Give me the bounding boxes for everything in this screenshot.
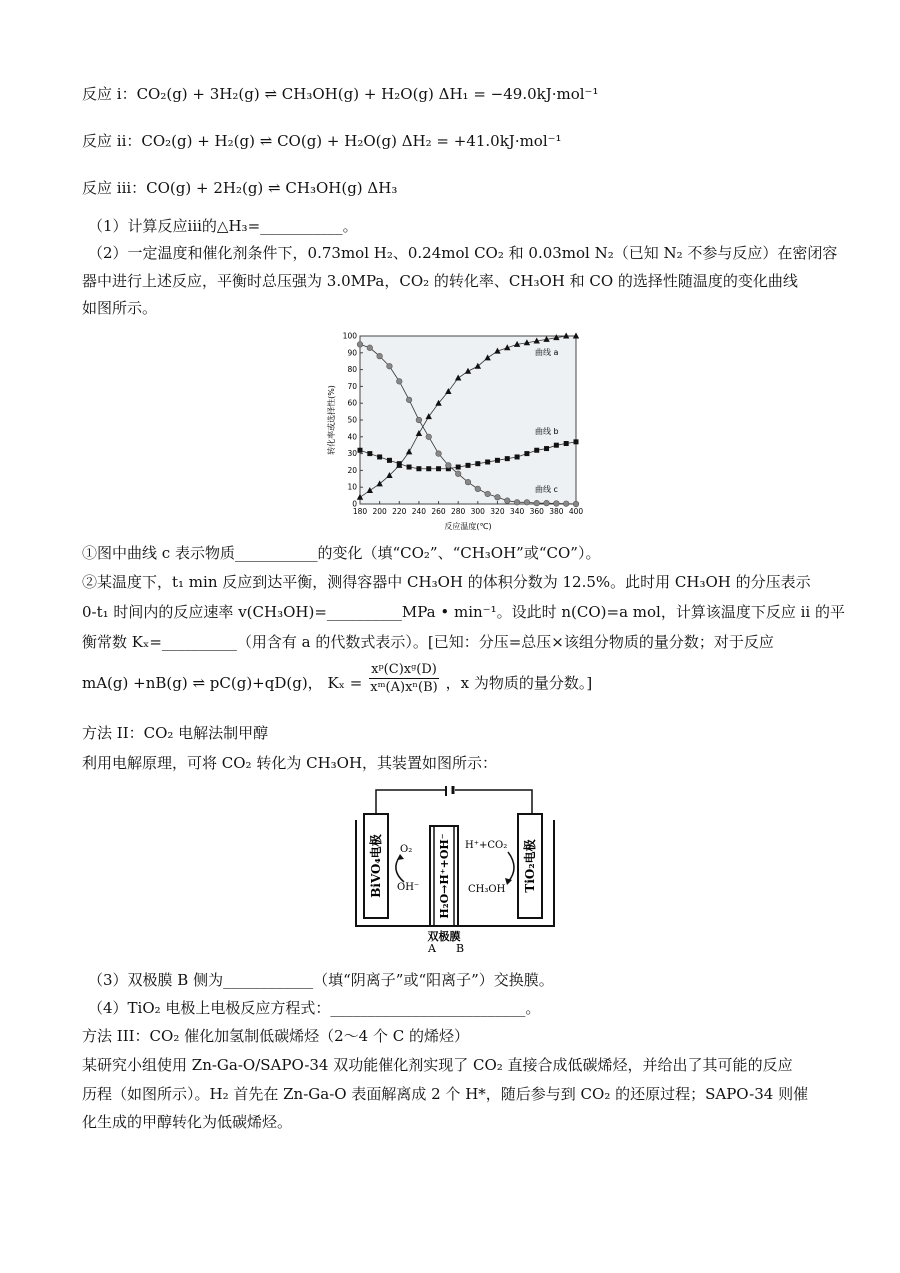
o2-label: O₂: [400, 844, 413, 855]
q2-sub-2-line-3: 衡常数 Kₓ=__________（用含有 a 的代数式表示）。[已知：分压=总压×该组分物质的量分数；对于反应: [82, 633, 774, 651]
oh-label: OH⁻: [397, 882, 420, 893]
data-point-c: [485, 491, 491, 497]
kx-numerator: xᵖ(C)xᵍ(D): [371, 662, 437, 677]
data-point-b: [358, 448, 363, 453]
method-3-para-line-2: 历程（如图所示）。H₂ 首先在 Zn-Ga-O 表面解离成 2 个 H*，随后参与到 CO₂ 的还原过程；SAPO-34 则催: [82, 1085, 809, 1103]
question-4: （4）TiO₂ 电极上电极反应方程式：__________________________。: [88, 999, 541, 1017]
data-point-b: [466, 463, 471, 468]
data-point-c: [426, 434, 432, 440]
data-point-b: [377, 454, 382, 459]
data-point-c: [436, 451, 442, 457]
y-tick-label: 40: [347, 432, 357, 442]
method-2-title: 方法 II：CO₂ 电解法制甲醇: [82, 724, 269, 742]
q2-sub-2-line-1: ②某温度下，t₁ min 反应到达平衡，测得容器中 CH₃OH 的体积分数为 12.5%。此时用 CH₃OH 的分压表示: [82, 573, 811, 591]
method-2-description: 利用电解原理，可将 CO₂ 转化为 CH₃OH，其装置如图所示：: [82, 754, 498, 772]
y-tick-label: 70: [347, 381, 357, 391]
x-tick-label: 300: [470, 507, 485, 516]
data-point-c: [495, 494, 501, 500]
data-point-c: [377, 353, 383, 359]
kx-denominator: xᵐ(A)xⁿ(B): [370, 680, 438, 695]
legend-curve-c: 曲线 c: [535, 485, 558, 494]
data-point-b: [524, 451, 529, 456]
x-tick-label: 200: [372, 507, 387, 516]
x-tick-label: 180: [352, 507, 368, 516]
x-tick-label: 380: [549, 507, 564, 516]
x-tick-label: 280: [451, 507, 466, 516]
y-tick-label: 20: [347, 465, 357, 475]
data-point-b: [436, 466, 441, 471]
data-point-c: [446, 463, 452, 469]
data-point-c: [554, 501, 560, 507]
data-point-b: [397, 461, 402, 466]
data-point-c: [475, 486, 481, 492]
method-3-para-line-1: 某研究小组使用 Zn-Ga-O/SAPO-34 双功能催化剂实现了 CO₂ 直接合成低碳烯烃，并给出了其可能的反应: [82, 1056, 793, 1074]
data-point-c: [465, 479, 471, 485]
data-point-c: [357, 342, 363, 348]
kx-formula-line: [82, 662, 592, 704]
data-point-b: [426, 466, 431, 471]
x-tick-label: 400: [568, 507, 584, 516]
ch3oh-label: CH₃OH: [468, 884, 506, 895]
y-tick-label: 10: [347, 482, 357, 492]
data-point-c: [514, 500, 520, 506]
data-point-b: [544, 446, 549, 451]
data-point-b: [534, 448, 539, 453]
data-point-c: [524, 500, 530, 506]
x-tick-label: 360: [529, 507, 544, 516]
data-point-b: [475, 461, 480, 466]
question-2-line-3: 如图所示。: [82, 299, 158, 317]
data-point-b: [564, 441, 569, 446]
q2-sub-1: ①图中曲线 c 表示物质___________的变化（填“CO₂”、“CH₃OH”或“CO”）。: [82, 544, 601, 562]
electrolysis-diagram: [350, 786, 560, 956]
kx-formula-left: mA(g) +nB(g) ⇌ pC(g)+qD(g)， Kₓ =: [82, 674, 363, 692]
x-tick-label: 220: [392, 507, 407, 516]
data-point-b: [456, 465, 461, 470]
data-point-b: [367, 451, 372, 456]
question-3: （3）双极膜 B 侧为____________（填“阴离子”或“阳离子”）交换膜。: [88, 971, 554, 989]
data-point-b: [387, 458, 392, 463]
legend-curve-a: 曲线 a: [535, 348, 559, 357]
y-tick-label: 0: [352, 499, 357, 509]
data-point-c: [416, 417, 422, 423]
y-axis-label: 转化率或选择性(%): [327, 385, 336, 455]
data-point-c: [534, 500, 540, 506]
y-tick-label: 90: [347, 348, 357, 358]
x-tick-label: 260: [431, 507, 446, 516]
data-point-c: [387, 363, 393, 369]
right-reaction-arrow: [508, 852, 514, 882]
plot-area: [360, 336, 576, 504]
data-point-c: [573, 501, 579, 507]
side-a-label: A: [428, 942, 436, 955]
kx-fraction: [369, 662, 439, 697]
bivo4-electrode-label: BiVO₄电极: [369, 834, 383, 898]
reaction-2: 反应 ii：CO₂(g) + H₂(g) ⇌ CO(g) + H₂O(g) ΔH₂ = +41.0kJ·mol⁻¹: [82, 132, 562, 150]
data-point-c: [563, 501, 569, 507]
kx-formula-right: ，x 为物质的量分数。]: [445, 674, 593, 692]
y-tick-label: 80: [347, 365, 357, 375]
membrane-label: 双极膜: [427, 930, 461, 943]
y-tick-label: 50: [347, 415, 357, 425]
data-point-c: [406, 397, 412, 403]
h-co2-label: H⁺+CO₂: [465, 840, 508, 851]
y-tick-label: 30: [347, 449, 357, 459]
data-point-b: [554, 443, 559, 448]
q2-sub-2-line-2: 0-t₁ 时间内的反应速率 v(CH₃OH)=__________MPa • min⁻¹。设此时 n(CO)=a mol，计算该温度下反应 ii 的平: [82, 603, 845, 621]
x-tick-label: 320: [490, 507, 505, 516]
x-tick-label: 240: [411, 507, 427, 516]
data-point-b: [505, 456, 510, 461]
data-point-b: [495, 458, 500, 463]
reaction-3: 反应 iii：CO(g) + 2H₂(g) ⇌ CH₃OH(g) ΔH₃: [82, 179, 398, 197]
x-tick-label: 340: [509, 507, 525, 516]
data-point-c: [367, 345, 373, 351]
question-2-line-2: 器中进行上述反应，平衡时总压强为 3.0MPa，CO₂ 的转化率、CH₃OH 和 CO 的选择性随温度的变化曲线: [82, 272, 798, 290]
x-axis-label: 反应温度(℃): [444, 522, 492, 531]
data-point-c: [504, 498, 510, 504]
data-point-b: [416, 466, 421, 471]
reaction-1: 反应 i：CO₂(g) + 3H₂(g) ⇌ CH₃OH(g) + H₂O(g) ΔH₁ = −49.0kJ·mol⁻¹: [82, 85, 599, 103]
method-3-para-line-3: 化生成的甲醇转化为低碳烯烃。: [82, 1113, 293, 1131]
membrane-flow-label: H₂O→H⁺+OH⁻: [438, 833, 451, 919]
question-1: （1）计算反应iii的△H₃=___________。: [88, 217, 358, 235]
data-point-b: [485, 460, 490, 465]
question-2-line-1: （2）一定温度和催化剂条件下，0.73mol H₂、0.24mol CO₂ 和 0.03mol N₂（已知 N₂ 不参与反应）在密闭容: [88, 244, 838, 262]
y-tick-label: 60: [347, 398, 357, 408]
y-tick-label: 100: [342, 331, 357, 341]
conversion-selectivity-chart: [322, 328, 584, 534]
data-point-b: [515, 454, 520, 459]
side-b-label: B: [456, 942, 465, 955]
tio2-electrode-label: TiO₂电极: [523, 839, 537, 893]
data-point-b: [407, 465, 412, 470]
legend-curve-b: 曲线 b: [535, 427, 559, 436]
method-3-title: 方法 III：CO₂ 催化加氢制低碳烯烃（2～4 个 C 的烯烃）: [82, 1027, 469, 1045]
data-point-c: [455, 471, 461, 477]
data-point-c: [544, 500, 550, 506]
data-point-b: [574, 439, 579, 444]
data-point-c: [396, 379, 402, 385]
